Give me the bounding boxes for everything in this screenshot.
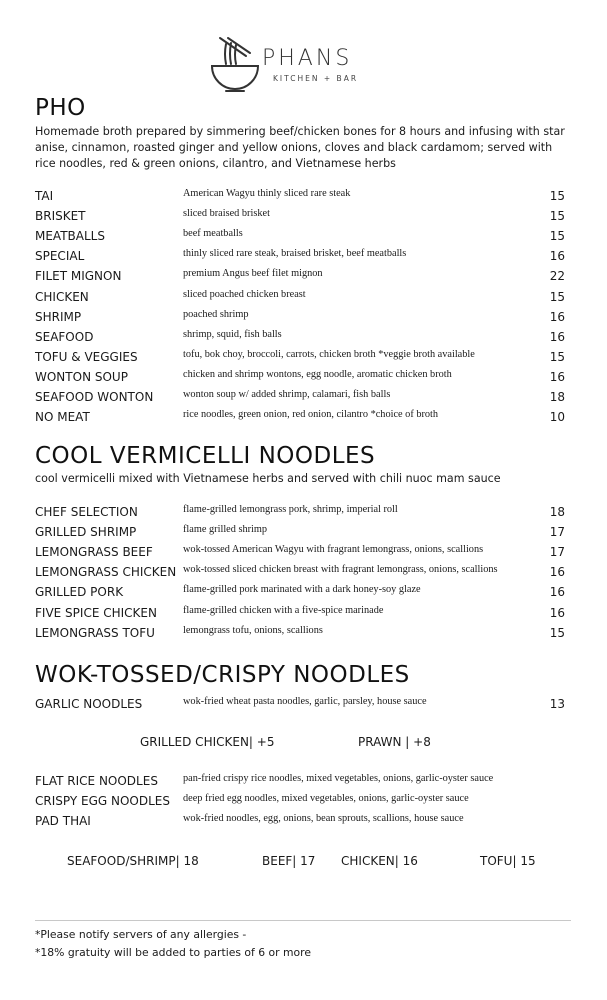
menu-item-detail: chicken and shrimp wontons, egg noodle, aromatic chicken broth: [183, 368, 452, 380]
menu-item-detail: wok-fried noodles, egg, onions, bean sprouts, scallions, house sauce: [183, 813, 464, 824]
menu-item-price: 15: [549, 189, 565, 203]
menu-item-price: 13: [549, 697, 565, 711]
menu-item-name: MEATBALLS: [35, 229, 105, 244]
menu-item: [35, 626, 565, 646]
menu-item-detail: flame-grilled chicken with a five-spice marinade: [183, 604, 384, 616]
menu-item-detail: lemongrass tofu, onions, scallions: [183, 624, 323, 636]
menu-item: [35, 565, 565, 585]
section-title-wok: WOK-TOSSED/CRISPY NOODLES: [35, 662, 410, 688]
menu-item: [35, 370, 565, 390]
menu-item-price: 17: [549, 545, 565, 560]
menu-item: [35, 774, 565, 794]
menu-item: [35, 606, 565, 626]
menu-item-price: 18: [549, 505, 565, 519]
protein-beef: BEEF| 17: [262, 854, 316, 868]
menu-item-detail: thinly sliced rare steak, braised brisket, beef meatballs: [183, 248, 407, 260]
addon-grilled-chicken: GRILLED CHICKEN| +5: [140, 735, 275, 749]
menu-item-name: CHICKEN: [35, 289, 89, 304]
menu-item-detail: pan-fried crispy rice noodles, mixed vegetables, onions, garlic-oyster sauce: [183, 773, 494, 784]
menu-item-detail: flame-grilled lemongrass pork, shrimp, imperial roll: [183, 504, 398, 515]
menu-item-price: 15: [549, 625, 565, 640]
menu-item: [35, 505, 565, 525]
menu-item-name: FIVE SPICE CHICKEN: [35, 605, 157, 620]
menu-item: [35, 189, 565, 209]
menu-item: [35, 350, 565, 370]
menu-item-garlic-noodles: [35, 697, 565, 717]
menu-item-name: BRISKET: [35, 209, 86, 224]
menu-item-price: 18: [549, 390, 565, 404]
menu-item-detail: American Wagyu thinly sliced rare steak: [183, 188, 351, 199]
brand-name: PHANS: [262, 46, 353, 71]
menu-item-name: WONTON SOUP: [35, 369, 128, 384]
menu-item-price: 22: [549, 269, 565, 284]
menu-item-price: 16: [549, 249, 565, 264]
menu-item: [35, 209, 565, 229]
menu-item-price: 15: [549, 349, 565, 364]
menu-item-price: 15: [549, 209, 565, 224]
menu-item-name: LEMONGRASS TOFU: [35, 625, 155, 640]
menu-item-detail: premium Angus beef filet mignon: [183, 268, 323, 280]
menu-item-detail: wok-tossed sliced chicken breast with fragrant lemongrass, onions, scallions: [183, 564, 498, 576]
menu-item-name: GARLIC NOODLES: [35, 697, 143, 711]
menu-item-price: 15: [549, 229, 565, 244]
menu-item-name: SHRIMP: [35, 309, 82, 324]
menu-item-name: SEAFOOD WONTON: [35, 390, 154, 404]
menu-item-price: 16: [549, 329, 565, 344]
menu-item: [35, 545, 565, 565]
addon-prawn: PRAWN | +8: [358, 735, 431, 749]
menu-item: [35, 794, 565, 814]
menu-item-name: TOFU & VEGGIES: [35, 349, 138, 364]
menu-item: [35, 814, 565, 834]
menu-item-detail: sliced poached chicken breast: [183, 288, 306, 300]
menu-item-detail: rice noodles, green onion, red onion, cilantro *choice of broth: [183, 409, 439, 421]
menu-item-detail: beef meatballs: [183, 228, 243, 240]
menu-item-price: 16: [549, 309, 565, 324]
menu-item-price: 16: [549, 585, 565, 600]
menu-item-name: SEAFOOD: [35, 329, 94, 344]
protein-tofu: TOFU| 15: [480, 854, 536, 868]
menu-item: [35, 269, 565, 289]
menu-item-detail: flame grilled shrimp: [183, 524, 268, 536]
menu-item-price: 17: [549, 525, 565, 540]
menu-item-price: 15: [549, 289, 565, 304]
brand-tagline: KITCHEN + BAR: [273, 74, 359, 83]
menu-item-name: PAD THAI: [35, 814, 91, 828]
menu-item-detail: wonton soup w/ added shrimp, calamari, fish balls: [183, 389, 391, 400]
menu-item-detail: deep fried egg noodles, mixed vegetables, onions, garlic-oyster sauce: [183, 793, 469, 804]
menu-item-detail: flame-grilled pork marinated with a dark honey-soy glaze: [183, 584, 421, 596]
footer-gratuity-note: *18% gratuity will be added to parties of 6 or more: [35, 946, 312, 959]
footer-divider: [35, 920, 571, 921]
protein-seafood-shrimp: SEAFOOD/SHRIMP| 18: [67, 854, 199, 868]
menu-item-price: 16: [549, 369, 565, 384]
section-description-pho: Homemade broth prepared by simmering beef/chicken bones for 8 hours and infusing with star anise, cinnamon, roasted ginger and yellow onions, cloves and black cardamom; served with rice noodles, red & green onions, cilantro, and Vietnamese herbs: [35, 125, 565, 170]
menu-item-name: LEMONGRASS BEEF: [35, 545, 153, 560]
menu-item-detail: wok-tossed American Wagyu with fragrant lemongrass, onions, scallions: [183, 544, 484, 556]
menu-item: [35, 229, 565, 249]
section-title-pho: PHO: [35, 95, 86, 121]
section-title-vermicelli: COOL VERMICELLI NOODLES: [35, 443, 376, 469]
menu-item: [35, 249, 565, 269]
menu-item-name: CRISPY EGG NOODLES: [35, 794, 170, 808]
menu-item: [35, 410, 565, 430]
menu-item-name: FILET MIGNON: [35, 269, 122, 284]
menu-item-detail: poached shrimp: [183, 308, 249, 320]
menu-item-price: 16: [549, 605, 565, 620]
menu-item-name: GRILLED PORK: [35, 585, 124, 600]
menu-item: [35, 290, 565, 310]
menu-item-detail: tofu, bok choy, broccoli, carrots, chicken broth *veggie broth available: [183, 348, 475, 360]
menu-item-name: LEMONGRASS CHICKEN: [35, 565, 177, 580]
menu-item: [35, 330, 565, 350]
menu-item-detail: wok-fried wheat pasta noodles, garlic, parsley, house sauce: [183, 696, 427, 707]
menu-item-name: CHEF SELECTION: [35, 505, 138, 519]
section-description-vermicelli: cool vermicelli mixed with Vietnamese herbs and served with chili nuoc mam sauce: [35, 472, 501, 485]
protein-chicken: CHICKEN| 16: [341, 854, 418, 868]
menu-item-name: FLAT RICE NOODLES: [35, 774, 158, 788]
menu-item: [35, 310, 565, 330]
menu-item: [35, 525, 565, 545]
menu-item-price: 16: [549, 565, 565, 580]
menu-item-price: 10: [549, 410, 565, 425]
menu-item-name: NO MEAT: [35, 410, 90, 425]
menu-item-name: GRILLED SHRIMP: [35, 525, 137, 540]
menu-item-name: TAI: [35, 189, 54, 203]
footer-allergy-note: *Please notify servers of any allergies -: [35, 928, 247, 941]
menu-item: [35, 585, 565, 605]
menu-item: [35, 390, 565, 410]
menu-item-name: SPECIAL: [35, 249, 85, 264]
menu-item-detail: sliced braised brisket: [183, 208, 270, 220]
menu-item-detail: shrimp, squid, fish balls: [183, 328, 282, 340]
